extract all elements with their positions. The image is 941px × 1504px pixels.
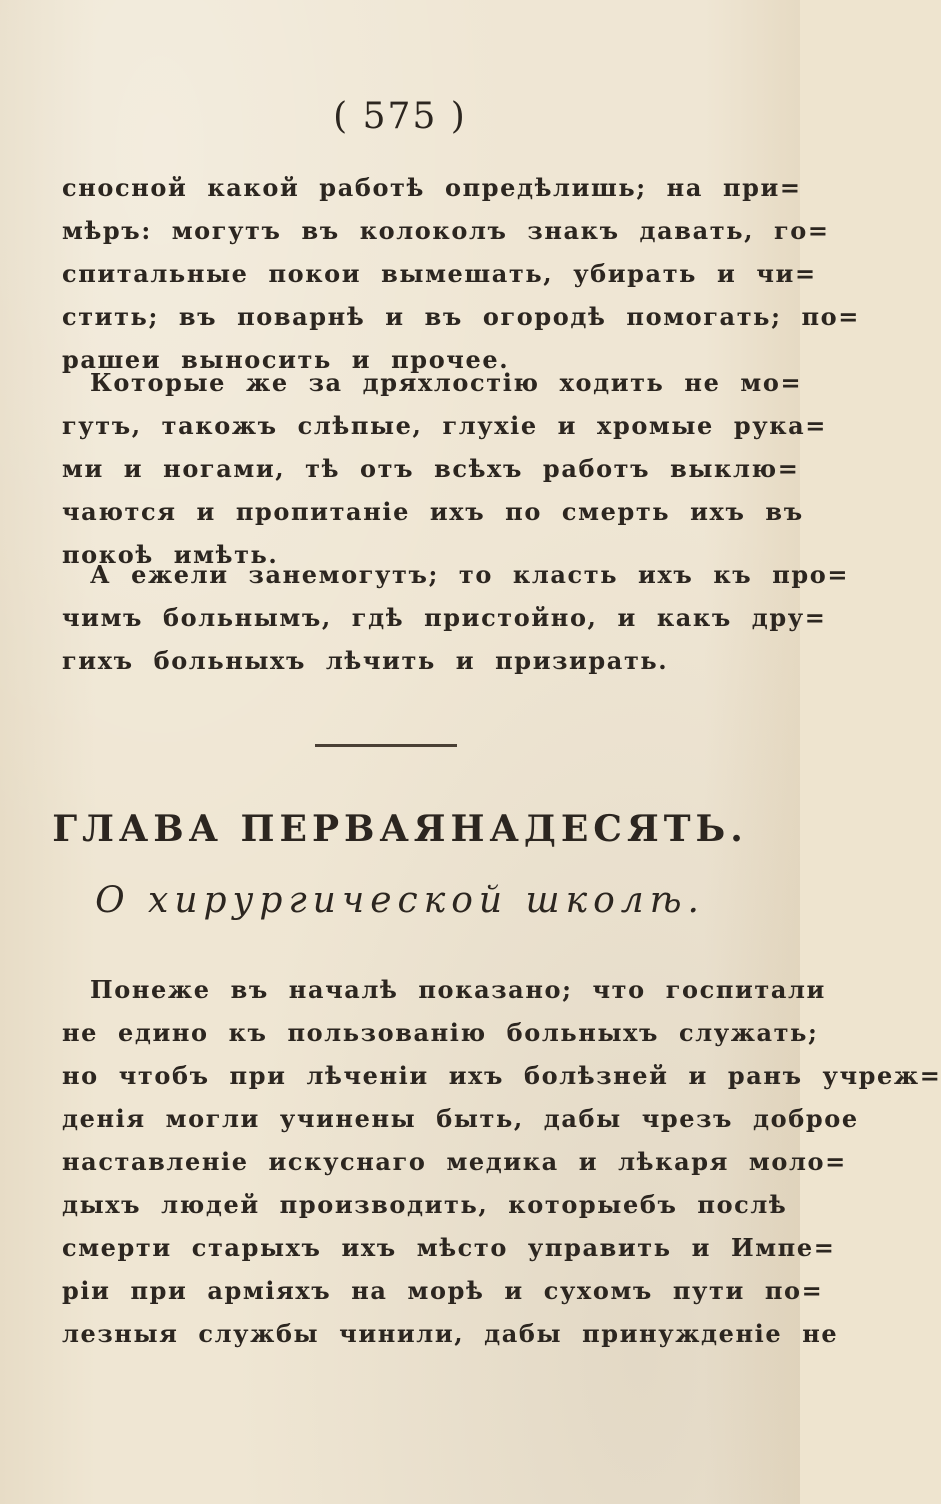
text-line: мѣръ: могутъ въ колоколъ знакъ давать, го= (62, 216, 830, 245)
chapter-subtitle: О хирургической школѣ. (95, 880, 705, 921)
text-line: но чтобъ при лѣченіи ихъ болѣзней и ранъ учреж= (62, 1061, 941, 1090)
text-line: смерти старыхъ ихъ мѣсто управить и Импе= (62, 1233, 836, 1262)
page-number: ( 575 ) (333, 96, 467, 137)
text-line: А ежели занемогутъ; то класть ихъ къ про= (90, 560, 850, 589)
text-line: ми и ногами, тѣ отъ всѣхъ работъ выклю= (62, 454, 800, 483)
text-line: Которые же за дряхлостію ходить не мо= (90, 368, 803, 397)
text-line: наставленіе искуснаго медика и лѣкаря моло= (62, 1147, 847, 1176)
paragraph-3 (62, 553, 850, 682)
text-line: денія могли учинены быть, дабы чрезъ доброе (62, 1104, 859, 1133)
text-line: Понеже въ началѣ показано; что госпитали (90, 975, 826, 1004)
paragraph-1 (62, 166, 860, 381)
text-line: спитальные покои вымешать, убирать и чи= (62, 259, 817, 288)
text-line: гихъ больныхъ лѣчить и призирать. (62, 646, 669, 675)
text-line: покоѣ имѣть. (62, 540, 279, 569)
text-line: дыхъ людей производить, которыебъ послѣ (62, 1190, 788, 1219)
text-line: чимъ больнымъ, гдѣ пристойно, и какъ дру= (62, 603, 827, 632)
text-line: лезныя службы чинили, дабы принужденіе не (62, 1319, 839, 1348)
text-line: стить; въ поварнѣ и въ огородѣ помогать; по= (62, 302, 860, 331)
text-line: рашеи выносить и прочее. (62, 345, 510, 374)
text-line: чаются и пропитаніе ихъ по смерть ихъ въ (62, 497, 804, 526)
text-line: гутъ, такожъ слѣпые, глухіе и хромые рука= (62, 411, 828, 440)
text-line: не едино къ пользованію больныхъ служать; (62, 1018, 819, 1047)
chapter-title: ГЛАВА ПЕРВАЯНАДЕСЯТЬ. (52, 808, 748, 850)
text-line: сносной какой работѣ опредѣлишь; на при= (62, 173, 802, 202)
paragraph-4 (62, 968, 941, 1355)
section-divider (315, 744, 457, 747)
text-line: ріи при арміяхъ на морѣ и сухомъ пути по= (62, 1276, 824, 1305)
